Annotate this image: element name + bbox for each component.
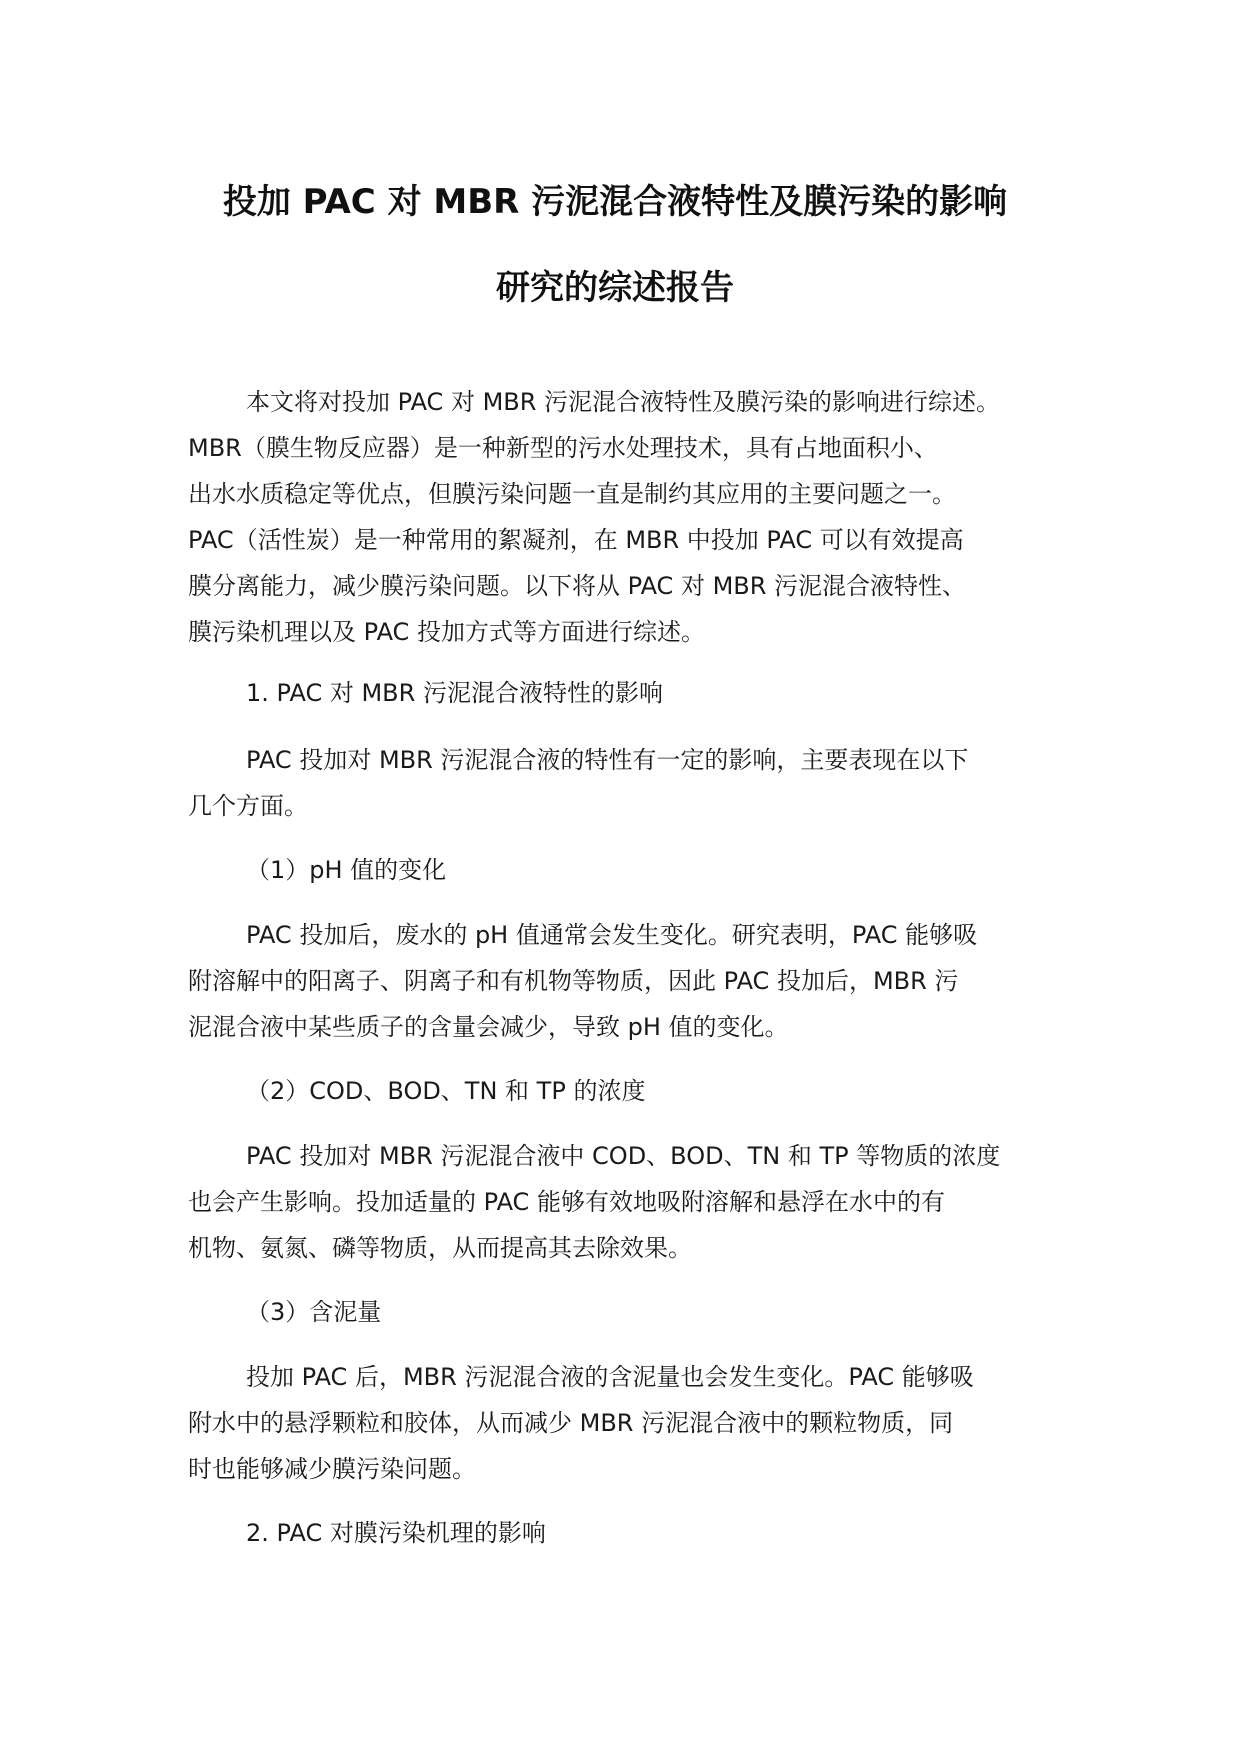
subsection-3-line: 附水中的悬浮颗粒和胶体，从而减少 MBR 污泥混合液中的颗粒物质，同 bbox=[188, 1409, 954, 1437]
document-title-line-2: 研究的综述报告 bbox=[496, 268, 734, 308]
subsection-3-line: 投加 PAC 后，MBR 污泥混合液的含泥量也会发生变化。PAC 能够吸 bbox=[246, 1363, 974, 1391]
intro-line: 膜分离能力，减少膜污染问题。以下将从 PAC 对 MBR 污泥混合液特性、 bbox=[188, 572, 967, 600]
intro-line: PAC（活性炭）是一种常用的絮凝剂，在 MBR 中投加 PAC 可以有效提高 bbox=[188, 526, 964, 554]
document-title-line-1: 投加 PAC 对 MBR 污泥混合液特性及膜污染的影响 bbox=[222, 182, 1008, 222]
subsection-2-heading-text: （2）COD、BOD、TN 和 TP 的浓度 bbox=[246, 1077, 646, 1105]
section-1-heading-text: 1. PAC 对 MBR 污泥混合液特性的影响 bbox=[246, 679, 663, 707]
subsection-3-paragraph bbox=[188, 1354, 1060, 1492]
subsection-1-heading-text: （1）pH 值的变化 bbox=[246, 856, 447, 884]
intro-line: 出水水质稳定等优点，但膜污染问题一直是制约其应用的主要问题之一。 bbox=[188, 480, 956, 508]
intro-paragraph bbox=[188, 379, 1060, 655]
intro-line: 膜污染机理以及 PAC 投加方式等方面进行综述。 bbox=[188, 618, 705, 646]
subsection-2-heading bbox=[188, 1068, 1060, 1114]
subsection-2-line: 也会产生影响。投加适量的 PAC 能够有效地吸附溶解和悬浮在水中的有 bbox=[188, 1188, 945, 1216]
section-1-line: 几个方面。 bbox=[188, 792, 308, 820]
subsection-1-line: 泥混合液中某些质子的含量会减少，导致 pH 值的变化。 bbox=[188, 1013, 789, 1041]
subsection-2-paragraph bbox=[188, 1133, 1060, 1271]
subsection-2-line: PAC 投加对 MBR 污泥混合液中 COD、BOD、TN 和 TP 等物质的浓度 bbox=[246, 1142, 1001, 1170]
subsection-3-line: 时也能够减少膜污染问题。 bbox=[188, 1455, 476, 1483]
subsection-1-heading bbox=[188, 847, 1060, 893]
subsection-1-line: PAC 投加后，废水的 pH 值通常会发生变化。研究表明，PAC 能够吸 bbox=[246, 921, 978, 949]
section-2-heading bbox=[188, 1510, 1060, 1556]
subsection-3-heading bbox=[188, 1289, 1060, 1335]
section-1-paragraph bbox=[188, 737, 1060, 829]
section-2-heading-text: 2. PAC 对膜污染机理的影响 bbox=[246, 1519, 546, 1547]
subsection-1-paragraph bbox=[188, 912, 1060, 1050]
section-1-line: PAC 投加对 MBR 污泥混合液的特性有一定的影响，主要表现在以下 bbox=[246, 746, 969, 774]
subsection-1-line: 附溶解中的阳离子、阴离子和有机物等物质，因此 PAC 投加后，MBR 污 bbox=[188, 967, 959, 995]
subsection-3-heading-text: （3）含泥量 bbox=[246, 1298, 382, 1326]
intro-line: 本文将对投加 PAC 对 MBR 污泥混合液特性及膜污染的影响进行综述。 bbox=[246, 388, 1001, 416]
subsection-2-line: 机物、氨氮、磷等物质，从而提高其去除效果。 bbox=[188, 1234, 692, 1262]
section-1-heading bbox=[188, 670, 1060, 716]
intro-line: MBR（膜生物反应器）是一种新型的污水处理技术，具有占地面积小、 bbox=[188, 434, 938, 462]
